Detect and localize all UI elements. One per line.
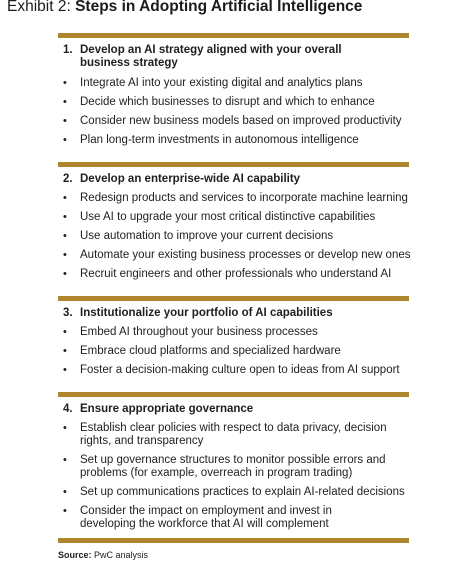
section-heading-text: Institutionalize your portfolio of AI capabilities xyxy=(80,307,333,319)
divider-rule xyxy=(58,33,409,38)
list-item xyxy=(63,96,413,109)
bullet-icon: • xyxy=(63,96,67,108)
bullet-icon: • xyxy=(63,249,67,261)
list-item xyxy=(63,77,413,90)
list-item-text: Establish clear policies with respect to data privacy, decision rights, and transparency xyxy=(80,422,387,447)
list-item xyxy=(63,422,413,448)
bullet-icon: • xyxy=(63,326,67,338)
bullet-icon: • xyxy=(63,230,67,242)
divider-rule xyxy=(58,392,409,397)
list-item-text: Consider new business models based on improved productivity xyxy=(80,115,402,127)
list-item-text: Use AI to upgrade your most critical distinctive capabilities xyxy=(80,211,376,223)
section-heading xyxy=(63,307,413,320)
section-heading xyxy=(63,403,413,416)
list-item-text: Recruit engineers and other professionals who understand AI xyxy=(80,268,392,280)
section-3 xyxy=(58,307,413,377)
list-item xyxy=(63,211,413,224)
list-item-text: Plan long-term investments in autonomous intelligence xyxy=(80,134,359,146)
bullet-icon: • xyxy=(63,268,67,280)
section-heading xyxy=(63,44,413,70)
bullet-icon: • xyxy=(63,364,67,376)
list-item xyxy=(63,486,413,499)
divider-rule xyxy=(58,162,409,167)
list-item-text: Redesign products and services to incorporate machine learning xyxy=(80,192,408,204)
bullet-icon: • xyxy=(63,211,67,223)
list-item xyxy=(63,230,413,243)
bullet-icon: • xyxy=(63,192,67,204)
list-item-text: Automate your existing business processes or develop new ones xyxy=(80,249,411,261)
section-heading xyxy=(63,173,413,186)
exhibit-label: Exhibit 2: xyxy=(7,0,71,15)
list-item-text: Use automation to improve your current decisions xyxy=(80,230,334,242)
bullet-icon: • xyxy=(63,422,67,434)
section-number: 4. xyxy=(63,403,73,415)
bullet-list xyxy=(58,422,413,531)
list-item xyxy=(63,345,413,358)
section-2 xyxy=(58,173,413,281)
source-note xyxy=(58,550,148,560)
section-heading-text: Develop an AI strategy aligned with your overall business strategy xyxy=(80,44,342,69)
list-item xyxy=(63,505,413,531)
section-heading-text: Ensure appropriate governance xyxy=(80,403,254,415)
list-item xyxy=(63,115,413,128)
list-item-text: Set up communications practices to explain AI-related decisions xyxy=(80,486,405,498)
divider-rule xyxy=(58,296,409,301)
section-number: 3. xyxy=(63,307,73,319)
divider-rule xyxy=(58,538,409,543)
section-heading-text: Develop an enterprise-wide AI capability xyxy=(80,173,301,185)
list-item-text: Embrace cloud platforms and specialized hardware xyxy=(80,345,341,357)
list-item-text: Set up governance structures to monitor possible errors and problems (for example, overreach in program trading) xyxy=(80,454,386,479)
list-item xyxy=(63,249,413,262)
source-label: Source: xyxy=(58,550,92,560)
list-item xyxy=(63,268,413,281)
exhibit-heading: Steps in Adopting Artificial Intelligence xyxy=(75,0,363,15)
list-item xyxy=(63,326,413,339)
bullet-icon: • xyxy=(63,345,67,357)
list-item-text: Embed AI throughout your business processes xyxy=(80,326,318,338)
bullet-icon: • xyxy=(63,134,67,146)
bullet-icon: • xyxy=(63,505,67,517)
bullet-list xyxy=(58,77,413,147)
list-item xyxy=(63,134,413,147)
bullet-icon: • xyxy=(63,77,67,89)
section-1 xyxy=(58,44,413,147)
bullet-icon: • xyxy=(63,486,67,498)
source-text: PwC analysis xyxy=(94,550,149,560)
exhibit-title xyxy=(7,0,362,16)
list-item xyxy=(63,454,413,480)
bullet-list xyxy=(58,326,413,377)
section-number: 1. xyxy=(63,44,73,56)
section-4 xyxy=(58,403,413,531)
bullet-icon: • xyxy=(63,115,67,127)
list-item-text: Integrate AI into your existing digital and analytics plans xyxy=(80,77,363,89)
list-item xyxy=(63,364,413,377)
bullet-icon: • xyxy=(63,454,67,466)
list-item-text: Consider the impact on employment and invest in developing the workforce that AI will complement xyxy=(80,505,332,530)
list-item-text: Decide which businesses to disrupt and which to enhance xyxy=(80,96,375,108)
section-number: 2. xyxy=(63,173,73,185)
list-item xyxy=(63,192,413,205)
list-item-text: Foster a decision-making culture open to ideas from AI support xyxy=(80,364,400,376)
bullet-list xyxy=(58,192,413,281)
